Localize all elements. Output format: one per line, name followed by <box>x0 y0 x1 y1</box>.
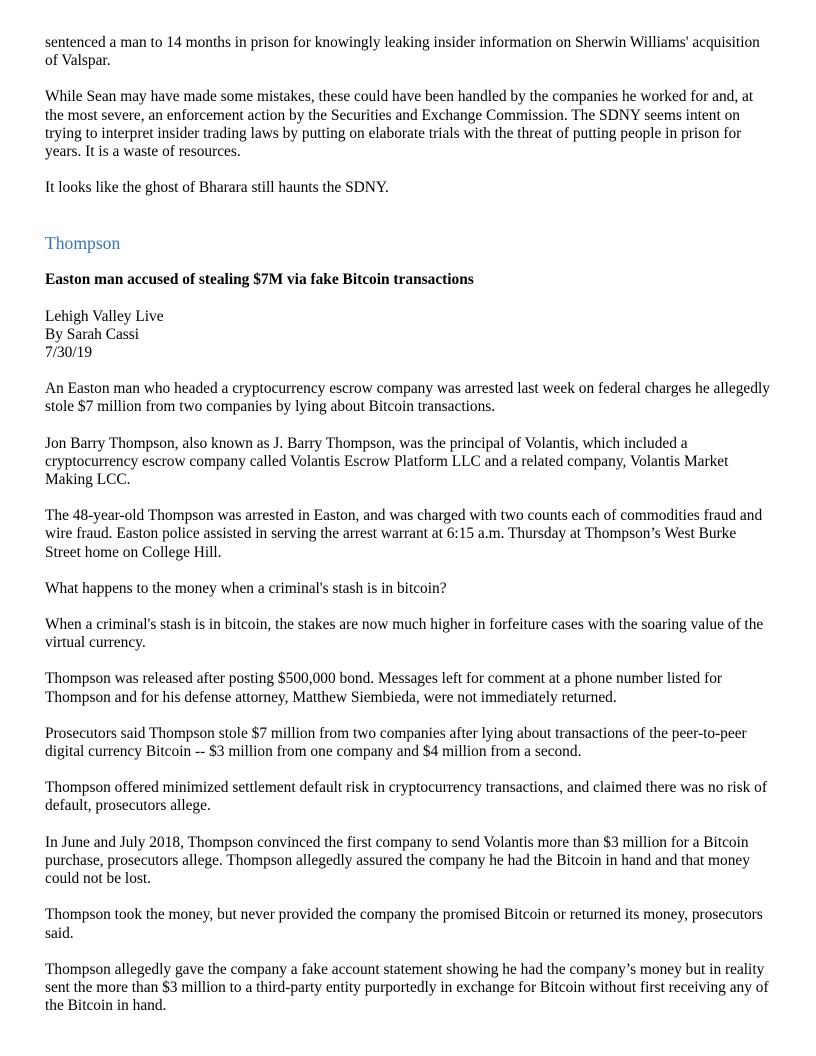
article-paragraph: Thompson took the money, but never provided the company the promised Bitcoin or returned its money, prosecutors said. <box>45 906 763 942</box>
article-paragraph: Thompson was released after posting $500,000 bond. Messages left for comment at a phone number listed for Thompson and for his defense attorney, Matthew Siembieda, were not immediately returned. <box>45 670 723 706</box>
thompson-section <box>45 233 775 1015</box>
document-page <box>45 34 775 1033</box>
article-paragraph: In June and July 2018, Thompson convinced the first company to send Volantis more than $3 million for a Bitcoin purchase, prosecutors allege. Thompson allegedly assured the company he had the Bitcoin in hand and that money could not be lost. <box>45 833 750 888</box>
intro-paragraph: While Sean may have made some mistakes, these could have been handled by the companies he worked for and, at the most severe, an enforcement action by the Securities and Exchange Commission. The SDNY seems intent on trying to interpret insider trading laws by putting on elaborate trials with the threat of putting people in prison for years. It is a waste of resources. <box>45 88 754 161</box>
article-paragraph: Thompson allegedly gave the company a fake account statement showing he had the company’s money but in reality sent the more than $3 million to a third-party entity purportedly in exchange for Bitcoin without first receiving any of the Bitcoin in hand. <box>45 960 769 1015</box>
article-date: 7/30/19 <box>45 344 93 362</box>
article-paragraph: Jon Barry Thompson, also known as J. Barry Thompson, was the principal of Volantis, which included a cryptocurrency escrow company called Volantis Escrow Platform LLC and a related company, Volantis Market Making LCC. <box>45 434 729 489</box>
intro-section <box>45 34 775 197</box>
article-source: Lehigh Valley Live <box>45 307 164 325</box>
article-byline: By Sarah Cassi <box>45 325 140 343</box>
article-paragraph: What happens to the money when a criminal's stash is in bitcoin? <box>45 579 447 597</box>
article-paragraph: The 48-year-old Thompson was arrested in Easton, and was charged with two counts each of commodities fraud and wire fraud. Easton police assisted in serving the arrest warrant at 6:15 a.m. Thursday at Thompson’s West Burke Street home on College Hill. <box>45 507 763 561</box>
intro-paragraph: sentenced a man to 14 months in prison for knowingly leaking insider information on Sherwin Williams' acquisition of Valspar. <box>45 34 760 70</box>
article-headline: Easton man accused of stealing $7M via fake Bitcoin transactions <box>45 271 474 289</box>
article-paragraph: Prosecutors said Thompson stole $7 million from two companies after lying about transactions of the peer-to-peer digital currency Bitcoin -- $3 million from one company and $4 million from a second. <box>45 724 747 761</box>
intro-paragraph: It looks like the ghost of Bharara still haunts the SDNY. <box>45 179 389 197</box>
article-paragraph: Thompson offered minimized settlement default risk in cryptocurrency transactions, and claimed there was no risk of default, prosecutors allege. <box>45 779 767 815</box>
section-heading: Thompson <box>45 233 121 254</box>
article-paragraph: An Easton man who headed a cryptocurrency escrow company was arrested last week on federal charges he allegedly stole $7 million from two companies by lying about Bitcoin transactions. <box>45 380 770 416</box>
article-source-block <box>45 308 775 363</box>
article-paragraph: When a criminal's stash is in bitcoin, the stakes are now much higher in forfeiture cases with the soaring value of the virtual currency. <box>45 616 764 652</box>
